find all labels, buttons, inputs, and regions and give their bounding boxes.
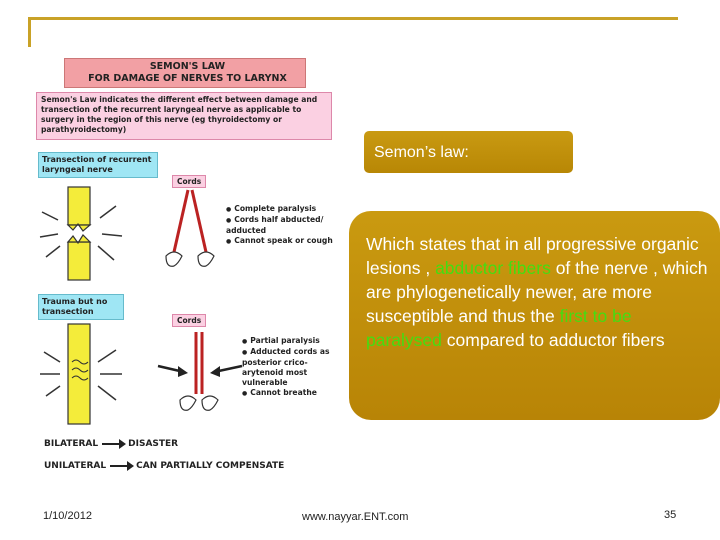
case2-bullets bbox=[242, 336, 346, 399]
case2-bullet-3: ● Cannot breathe bbox=[242, 388, 346, 399]
page-number: 35 bbox=[664, 509, 677, 521]
definition-highlight-abductor: abductor fibers bbox=[435, 258, 551, 278]
compensate-label: CAN PARTIALLY COMPENSATE bbox=[136, 461, 285, 471]
law-heading-box bbox=[364, 131, 573, 173]
cords-tag-1: Cords bbox=[172, 175, 206, 188]
case2-bullet-2: ● Adducted cords as posterior crico-arytenoid most vulnerable bbox=[242, 347, 346, 388]
definition-text-1: Which states that in all progressive organic lesions , bbox=[366, 234, 699, 278]
cords-half-abducted-icon bbox=[162, 186, 222, 278]
footer-url: www.nayyar.ENT.com bbox=[302, 511, 409, 523]
bilateral-line bbox=[44, 439, 178, 449]
semons-law-illustration bbox=[36, 56, 346, 476]
illustration-title bbox=[64, 58, 306, 88]
unilateral-label: UNILATERAL bbox=[44, 461, 107, 471]
unilateral-line bbox=[44, 461, 284, 471]
case1-bullets bbox=[226, 204, 344, 247]
bilateral-label: BILATERAL bbox=[44, 439, 99, 449]
definition-highlight-first-paralysed: first to be paralysed bbox=[366, 306, 632, 350]
illustration-title-line1: SEMON'S LAW bbox=[149, 61, 226, 72]
traumatised-nerve-icon bbox=[36, 322, 146, 428]
illustration-title-line2: FOR DAMAGE OF NERVES TO LARYNX bbox=[88, 73, 287, 84]
illustration-description: Semon's Law indicates the different effect between damage and transection of the recurrent laryngeal nerve as applicable to surgery in the region of this nerve (eg thyroidectomy or parathyroidectomy) bbox=[36, 92, 332, 140]
definition-box bbox=[349, 211, 720, 420]
transection-label: Transection of recurrent laryngeal nerve bbox=[38, 152, 158, 178]
right-arrow-icon bbox=[102, 443, 124, 445]
definition-text-2: of the nerve , which are phylogenetically newer, are more susceptible and thus the bbox=[366, 258, 708, 326]
case2-bullet-1: ● Partial paralysis bbox=[242, 336, 346, 347]
definition-text-3: compared to adductor fibers bbox=[441, 330, 665, 350]
cords-adducted-icon bbox=[146, 328, 256, 424]
slide-frame-left-line bbox=[28, 17, 31, 47]
case1-bullet-2: ● Cords half abducted/ adducted bbox=[226, 215, 344, 236]
law-heading: Semon’s law: bbox=[374, 144, 469, 161]
disaster-label: DISASTER bbox=[128, 439, 179, 449]
slide-frame-top-line bbox=[28, 17, 678, 20]
cords-tag-2: Cords bbox=[172, 314, 206, 327]
severed-nerve-icon bbox=[36, 182, 146, 292]
footer-date: 1/10/2012 bbox=[43, 510, 92, 522]
trauma-label: Trauma but no transection bbox=[38, 294, 124, 320]
case1-bullet-3: ● Cannot speak or cough bbox=[226, 236, 344, 247]
right-arrow-icon bbox=[110, 465, 132, 467]
case1-bullet-1: ● Complete paralysis bbox=[226, 204, 344, 215]
